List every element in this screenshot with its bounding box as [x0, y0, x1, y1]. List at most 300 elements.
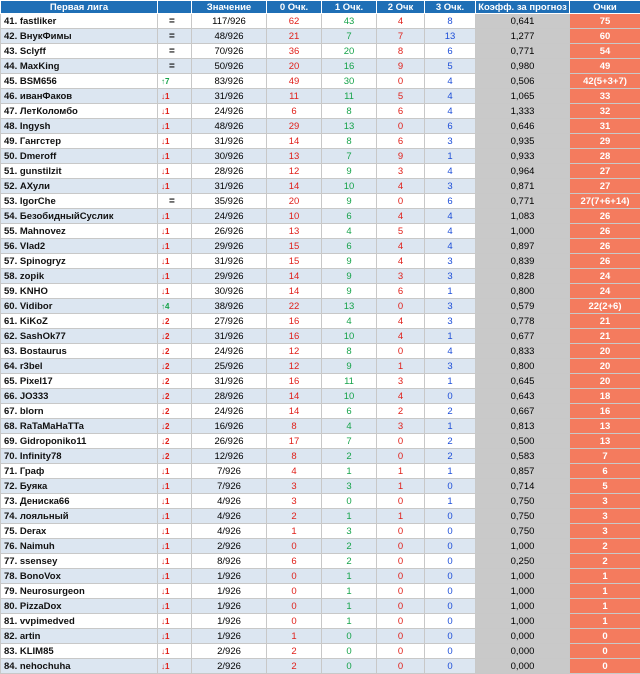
points-cell: 1 — [570, 599, 640, 614]
points-cell: 6 — [570, 464, 640, 479]
arrow-down-icon: ↓1 — [161, 107, 169, 116]
rank: 76. — [4, 541, 17, 552]
value-cell: 50/926 — [192, 59, 267, 74]
table-row — [1, 614, 640, 629]
player-name: ЛетКоломбо — [20, 106, 78, 117]
zero-points-cell: 0 — [267, 584, 322, 599]
three-points-cell: 0 — [425, 584, 476, 599]
player-name: artin — [20, 631, 41, 642]
player-name: Гангстер — [20, 136, 61, 147]
player-name-cell — [1, 239, 158, 254]
position-change-cell — [158, 584, 192, 599]
one-point-cell: 43 — [322, 14, 377, 29]
rank: 46. — [4, 91, 17, 102]
points-cell: 27(7+6+14) — [570, 194, 640, 209]
player-name-cell — [1, 359, 158, 374]
position-change-cell — [158, 74, 192, 89]
arrow-down-icon: ↓1 — [161, 257, 169, 266]
two-points-cell: 4 — [377, 14, 425, 29]
player-name-cell — [1, 284, 158, 299]
three-points-cell: 4 — [425, 89, 476, 104]
value-cell: 25/926 — [192, 359, 267, 374]
header-two-points: 2 Очк — [377, 1, 425, 14]
player-name: IgorChe — [20, 196, 56, 207]
value-cell: 4/926 — [192, 524, 267, 539]
three-points-cell: 4 — [425, 164, 476, 179]
zero-points-cell: 62 — [267, 14, 322, 29]
player-name-cell — [1, 614, 158, 629]
coefficient-cell: 0,871 — [476, 179, 570, 194]
table-row — [1, 464, 640, 479]
rank: 48. — [4, 121, 17, 132]
table-row — [1, 329, 640, 344]
table-row — [1, 74, 640, 89]
two-points-cell: 5 — [377, 224, 425, 239]
header-one-point: 1 Очк. — [322, 1, 377, 14]
arrow-down-icon: ↓1 — [161, 497, 169, 506]
table-row — [1, 134, 640, 149]
points-cell: 32 — [570, 104, 640, 119]
zero-points-cell: 20 — [267, 194, 322, 209]
two-points-cell: 0 — [377, 194, 425, 209]
player-name-cell — [1, 434, 158, 449]
table-row — [1, 59, 640, 74]
one-point-cell: 9 — [322, 359, 377, 374]
points-cell: 24 — [570, 284, 640, 299]
table-row — [1, 44, 640, 59]
zero-points-cell: 0 — [267, 599, 322, 614]
coefficient-cell: 1,277 — [476, 29, 570, 44]
table-row — [1, 194, 640, 209]
table-row — [1, 269, 640, 284]
value-cell: 2/926 — [192, 539, 267, 554]
points-cell: 13 — [570, 419, 640, 434]
arrow-down-icon: ↓2 — [161, 437, 169, 446]
value-cell: 31/926 — [192, 254, 267, 269]
three-points-cell: 4 — [425, 104, 476, 119]
coefficient-cell: 0,000 — [476, 644, 570, 659]
value-cell: 2/926 — [192, 644, 267, 659]
position-change-cell — [158, 344, 192, 359]
player-name: fastliker — [20, 16, 56, 27]
zero-points-cell: 14 — [267, 179, 322, 194]
one-point-cell: 3 — [322, 524, 377, 539]
position-change-cell — [158, 539, 192, 554]
two-points-cell: 4 — [377, 179, 425, 194]
one-point-cell: 10 — [322, 179, 377, 194]
position-change-cell — [158, 524, 192, 539]
points-cell: 24 — [570, 269, 640, 284]
three-points-cell: 3 — [425, 269, 476, 284]
position-change-cell — [158, 569, 192, 584]
rank: 83. — [4, 646, 17, 657]
position-change-cell — [158, 464, 192, 479]
coefficient-cell: 1,000 — [476, 539, 570, 554]
player-name: nehochuha — [20, 661, 71, 672]
arrow-down-icon: ↓1 — [161, 272, 169, 281]
value-cell: 31/926 — [192, 134, 267, 149]
position-change-cell — [158, 164, 192, 179]
two-points-cell: 1 — [377, 464, 425, 479]
two-points-cell: 7 — [377, 29, 425, 44]
two-points-cell: 0 — [377, 494, 425, 509]
two-points-cell: 4 — [377, 239, 425, 254]
player-name: лояльный — [20, 511, 69, 522]
three-points-cell: 0 — [425, 539, 476, 554]
value-cell: 24/926 — [192, 344, 267, 359]
player-name: БезобидныйСуслик — [20, 211, 114, 222]
zero-points-cell: 12 — [267, 164, 322, 179]
coefficient-cell: 1,000 — [476, 614, 570, 629]
player-name: Ingysh — [20, 121, 51, 132]
position-change-cell — [158, 374, 192, 389]
coefficient-cell: 1,333 — [476, 104, 570, 119]
position-change-cell — [158, 149, 192, 164]
header-points: Очки — [570, 1, 640, 14]
coefficient-cell: 0,771 — [476, 194, 570, 209]
coefficient-cell: 0,935 — [476, 134, 570, 149]
three-points-cell: 0 — [425, 554, 476, 569]
table-row — [1, 284, 640, 299]
two-points-cell: 0 — [377, 74, 425, 89]
header-league: Первая лига — [1, 1, 158, 14]
zero-points-cell: 3 — [267, 494, 322, 509]
player-name-cell — [1, 449, 158, 464]
three-points-cell: 3 — [425, 299, 476, 314]
value-cell: 31/926 — [192, 374, 267, 389]
rank: 75. — [4, 526, 17, 537]
three-points-cell: 4 — [425, 344, 476, 359]
zero-points-cell: 21 — [267, 29, 322, 44]
points-cell: 22(2+6) — [570, 299, 640, 314]
one-point-cell: 9 — [322, 254, 377, 269]
one-point-cell: 7 — [322, 149, 377, 164]
position-change-cell — [158, 29, 192, 44]
player-name: Neurosurgeon — [20, 586, 85, 597]
points-cell: 42(5+3+7) — [570, 74, 640, 89]
arrow-down-icon: ↓1 — [161, 152, 169, 161]
arrow-up-icon: ↑4 — [161, 302, 169, 311]
player-name-cell — [1, 89, 158, 104]
two-points-cell: 0 — [377, 449, 425, 464]
zero-points-cell: 16 — [267, 374, 322, 389]
three-points-cell: 0 — [425, 479, 476, 494]
player-name-cell — [1, 569, 158, 584]
rank: 42. — [4, 31, 17, 42]
position-change-cell — [158, 494, 192, 509]
arrow-down-icon: ↓2 — [161, 332, 169, 341]
player-name-cell — [1, 59, 158, 74]
points-cell: 54 — [570, 44, 640, 59]
equal-icon: = — [161, 31, 175, 42]
arrow-down-icon: ↓1 — [161, 182, 169, 191]
rank: 60. — [4, 301, 17, 312]
rank: 66. — [4, 391, 17, 402]
one-point-cell: 20 — [322, 44, 377, 59]
zero-points-cell: 0 — [267, 539, 322, 554]
one-point-cell: 11 — [322, 89, 377, 104]
two-points-cell: 3 — [377, 419, 425, 434]
coefficient-cell: 1,000 — [476, 569, 570, 584]
value-cell: 24/926 — [192, 104, 267, 119]
table-row — [1, 209, 640, 224]
table-row — [1, 164, 640, 179]
rank: 59. — [4, 286, 17, 297]
player-name-cell — [1, 644, 158, 659]
value-cell: 70/926 — [192, 44, 267, 59]
arrow-down-icon: ↓2 — [161, 422, 169, 431]
two-points-cell: 0 — [377, 629, 425, 644]
one-point-cell: 10 — [322, 329, 377, 344]
points-cell: 28 — [570, 149, 640, 164]
arrow-down-icon: ↓1 — [161, 92, 169, 101]
player-name: иванФаков — [20, 91, 72, 102]
two-points-cell: 9 — [377, 59, 425, 74]
zero-points-cell: 2 — [267, 659, 322, 674]
coefficient-cell: 0,500 — [476, 434, 570, 449]
player-name: SashOk77 — [20, 331, 66, 342]
rank: 71. — [4, 466, 17, 477]
player-name-cell — [1, 104, 158, 119]
one-point-cell: 3 — [322, 479, 377, 494]
rank: 77. — [4, 556, 17, 567]
player-name-cell — [1, 269, 158, 284]
one-point-cell: 6 — [322, 404, 377, 419]
value-cell: 48/926 — [192, 119, 267, 134]
zero-points-cell: 11 — [267, 89, 322, 104]
player-name-cell — [1, 554, 158, 569]
zero-points-cell: 17 — [267, 434, 322, 449]
points-cell: 20 — [570, 374, 640, 389]
player-name-cell — [1, 299, 158, 314]
one-point-cell: 13 — [322, 299, 377, 314]
table-row — [1, 554, 640, 569]
arrow-down-icon: ↓2 — [161, 392, 169, 401]
position-change-cell — [158, 404, 192, 419]
three-points-cell: 8 — [425, 14, 476, 29]
player-name-cell — [1, 419, 158, 434]
arrow-down-icon: ↓1 — [161, 212, 169, 221]
two-points-cell: 0 — [377, 524, 425, 539]
coefficient-cell: 0,839 — [476, 254, 570, 269]
three-points-cell: 3 — [425, 134, 476, 149]
table-row — [1, 659, 640, 674]
two-points-cell: 4 — [377, 314, 425, 329]
player-name: Dmeroff — [20, 151, 56, 162]
one-point-cell: 9 — [322, 194, 377, 209]
position-change-cell — [158, 14, 192, 29]
player-name: KNHO — [20, 286, 48, 297]
coefficient-cell: 0,579 — [476, 299, 570, 314]
position-change-cell — [158, 119, 192, 134]
one-point-cell: 4 — [322, 419, 377, 434]
arrow-down-icon: ↓1 — [161, 617, 169, 626]
table-row — [1, 494, 640, 509]
three-points-cell: 6 — [425, 119, 476, 134]
points-cell: 20 — [570, 359, 640, 374]
player-name-cell — [1, 329, 158, 344]
zero-points-cell: 13 — [267, 224, 322, 239]
coefficient-cell: 0,645 — [476, 374, 570, 389]
one-point-cell: 1 — [322, 614, 377, 629]
equal-icon: = — [161, 196, 175, 207]
value-cell: 1/926 — [192, 584, 267, 599]
value-cell: 31/926 — [192, 179, 267, 194]
zero-points-cell: 36 — [267, 44, 322, 59]
table-row — [1, 434, 640, 449]
zero-points-cell: 2 — [267, 509, 322, 524]
header-change — [158, 1, 192, 14]
arrow-down-icon: ↓1 — [161, 572, 169, 581]
coefficient-cell: 0,857 — [476, 464, 570, 479]
player-name: АХули — [20, 181, 50, 192]
arrow-down-icon: ↓1 — [161, 512, 169, 521]
three-points-cell: 1 — [425, 494, 476, 509]
player-name: r3bel — [20, 361, 43, 372]
rank: 68. — [4, 421, 17, 432]
three-points-cell: 3 — [425, 314, 476, 329]
two-points-cell: 4 — [377, 329, 425, 344]
player-name: Naimuh — [20, 541, 55, 552]
position-change-cell — [158, 179, 192, 194]
two-points-cell: 0 — [377, 569, 425, 584]
value-cell: 1/926 — [192, 569, 267, 584]
position-change-cell — [158, 644, 192, 659]
two-points-cell: 0 — [377, 344, 425, 359]
coefficient-cell: 0,800 — [476, 284, 570, 299]
three-points-cell: 0 — [425, 389, 476, 404]
value-cell: 4/926 — [192, 494, 267, 509]
player-name: Mahnovez — [20, 226, 66, 237]
arrow-down-icon: ↓1 — [161, 467, 169, 476]
value-cell: 117/926 — [192, 14, 267, 29]
standings-body — [1, 14, 640, 674]
position-change-cell — [158, 209, 192, 224]
one-point-cell: 2 — [322, 449, 377, 464]
position-change-cell — [158, 59, 192, 74]
arrow-down-icon: ↓2 — [161, 317, 169, 326]
header-row — [1, 1, 640, 14]
two-points-cell: 6 — [377, 134, 425, 149]
points-cell: 20 — [570, 344, 640, 359]
player-name: Sclyff — [20, 46, 46, 57]
player-name-cell — [1, 584, 158, 599]
zero-points-cell: 15 — [267, 239, 322, 254]
arrow-down-icon: ↓1 — [161, 632, 169, 641]
arrow-down-icon: ↓2 — [161, 452, 169, 461]
value-cell: 16/926 — [192, 419, 267, 434]
table-row — [1, 644, 640, 659]
one-point-cell: 8 — [322, 134, 377, 149]
value-cell: 26/926 — [192, 224, 267, 239]
three-points-cell: 1 — [425, 419, 476, 434]
three-points-cell: 1 — [425, 284, 476, 299]
three-points-cell: 13 — [425, 29, 476, 44]
one-point-cell: 7 — [322, 29, 377, 44]
coefficient-cell: 1,000 — [476, 599, 570, 614]
coefficient-cell: 0,000 — [476, 629, 570, 644]
points-cell: 0 — [570, 644, 640, 659]
value-cell: 29/926 — [192, 239, 267, 254]
header-three-points: 3 Очк. — [425, 1, 476, 14]
rank: 73. — [4, 496, 17, 507]
value-cell: 1/926 — [192, 599, 267, 614]
position-change-cell — [158, 299, 192, 314]
three-points-cell: 0 — [425, 644, 476, 659]
points-cell: 2 — [570, 554, 640, 569]
player-name-cell — [1, 509, 158, 524]
position-change-cell — [158, 479, 192, 494]
position-change-cell — [158, 599, 192, 614]
position-change-cell — [158, 509, 192, 524]
two-points-cell: 4 — [377, 389, 425, 404]
player-name-cell — [1, 404, 158, 419]
table-row — [1, 104, 640, 119]
rank: 57. — [4, 256, 17, 267]
table-row — [1, 449, 640, 464]
position-change-cell — [158, 89, 192, 104]
coefficient-cell: 0,646 — [476, 119, 570, 134]
three-points-cell: 0 — [425, 524, 476, 539]
coefficient-cell: 0,667 — [476, 404, 570, 419]
three-points-cell: 4 — [425, 209, 476, 224]
rank: 65. — [4, 376, 17, 387]
two-points-cell: 8 — [377, 44, 425, 59]
player-name-cell — [1, 479, 158, 494]
position-change-cell — [158, 194, 192, 209]
two-points-cell: 1 — [377, 509, 425, 524]
points-cell: 0 — [570, 629, 640, 644]
rank: 81. — [4, 616, 17, 627]
value-cell: 24/926 — [192, 209, 267, 224]
value-cell: 1/926 — [192, 629, 267, 644]
value-cell: 24/926 — [192, 404, 267, 419]
rank: 53. — [4, 196, 17, 207]
table-row — [1, 419, 640, 434]
two-points-cell: 0 — [377, 539, 425, 554]
arrow-down-icon: ↓1 — [161, 287, 169, 296]
position-change-cell — [158, 359, 192, 374]
value-cell: 48/926 — [192, 29, 267, 44]
coefficient-cell: 0,000 — [476, 659, 570, 674]
zero-points-cell: 16 — [267, 329, 322, 344]
zero-points-cell: 29 — [267, 119, 322, 134]
player-name: blorn — [20, 406, 44, 417]
three-points-cell: 3 — [425, 359, 476, 374]
table-row — [1, 344, 640, 359]
rank: 55. — [4, 226, 17, 237]
player-name: Буяка — [20, 481, 47, 492]
player-name: ВнукФимы — [20, 31, 72, 42]
rank: 44. — [4, 61, 17, 72]
arrow-down-icon: ↓1 — [161, 647, 169, 656]
points-cell: 60 — [570, 29, 640, 44]
three-points-cell: 0 — [425, 629, 476, 644]
two-points-cell: 9 — [377, 149, 425, 164]
player-name-cell — [1, 194, 158, 209]
header-zero-points: 0 Очк. — [267, 1, 322, 14]
one-point-cell: 0 — [322, 644, 377, 659]
rank: 70. — [4, 451, 17, 462]
three-points-cell: 4 — [425, 239, 476, 254]
zero-points-cell: 49 — [267, 74, 322, 89]
player-name-cell — [1, 164, 158, 179]
one-point-cell: 4 — [322, 314, 377, 329]
player-name-cell — [1, 629, 158, 644]
one-point-cell: 0 — [322, 629, 377, 644]
two-points-cell: 0 — [377, 599, 425, 614]
points-cell: 3 — [570, 494, 640, 509]
